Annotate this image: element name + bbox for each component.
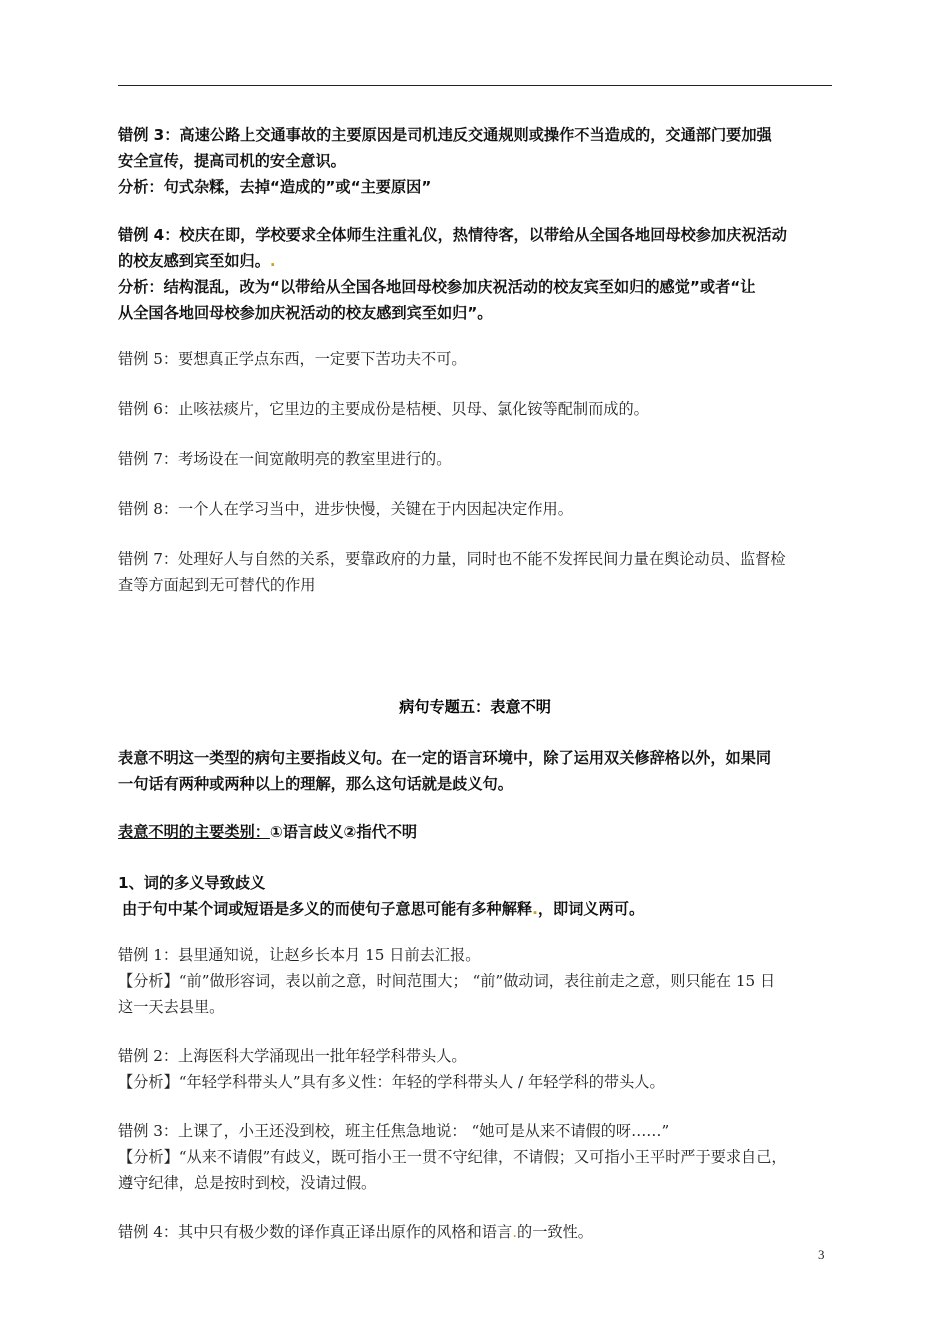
error-example-5: 错例 5：要想真正学点东西，一定要下苦功夫不可。: [118, 350, 467, 368]
section-title: 病句专题五：表意不明: [399, 698, 551, 716]
example-text: 错例 3：上课了，小王还没到校，班主任焦急地说： “她可是从来不请假的呀……”: [118, 1122, 670, 1140]
example-text: 错例 7：处理好人与自然的关系，要靠政府的力量，同时也不能不发挥民间力量在舆论动员、监督检: [118, 550, 786, 568]
example-text-part: 的一致性。: [517, 1223, 593, 1241]
analysis-text: 【分析】“年轻学科带头人”具有多义性：年轻的学科带头人 / 年轻学科的带头人。: [118, 1073, 665, 1091]
error-example-6: 错例 6：止咳祛痰片，它里边的主要成份是桔梗、贝母、氯化铵等配制而成的。: [118, 400, 649, 418]
example-4-block: [118, 1219, 836, 1245]
example-text: 错例 4：校庆在即，学校要求全体师生注重礼仪，热情待客，以带给从全国各地回母校参加庆祝活动: [118, 226, 787, 244]
page-number: 3: [818, 1247, 825, 1262]
marker-dot: .: [269, 252, 276, 270]
example-text: [118, 1219, 836, 1245]
example-1-block: [118, 942, 836, 1020]
example-text: [118, 248, 836, 274]
analysis-text: 分析：句式杂糅，去掉“造成的”或“主要原因”: [118, 178, 432, 196]
description-part: 由于句中某个词或短语是多义的而使句子意思可能有多种解释: [122, 900, 533, 918]
categories-items: ①语言歧义②指代不明: [269, 823, 418, 841]
intro-text: 表意不明这一类型的病句主要指歧义句。在一定的语言环境中，除了运用双关修辞格以外，如果同: [118, 749, 772, 767]
analysis-text: 分析：结构混乱，改为“以带给从全国各地回母校参加庆祝活动的校友宾至如归的感觉”或者“让: [118, 278, 756, 296]
analysis-text: 遵守纪律，总是按时到校，没请过假。: [118, 1174, 377, 1192]
analysis-text: 这一天去县里。: [118, 998, 225, 1016]
error-example-3: [118, 122, 836, 200]
example-text-part: 的校友感到宾至如归。: [118, 252, 270, 270]
example-text: 安全宣传，提高司机的安全意识。: [118, 152, 346, 170]
example-3-block: [118, 1118, 836, 1196]
subsection-1: [118, 870, 836, 922]
subsection-description: [118, 896, 836, 922]
categories-label: 表意不明的主要类别：: [118, 823, 270, 841]
header-rule: [118, 85, 832, 86]
example-2-block: [118, 1043, 836, 1095]
intro-text: 一句话有两种或两种以上的理解，那么这句话就是歧义句。: [118, 775, 513, 793]
marker-dot: .: [532, 900, 538, 918]
example-text: 错例 3：高速公路上交通事故的主要原因是司机违反交通规则或操作不当造成的，交通部门要加强: [118, 126, 772, 144]
subsection-title: 1、词的多义导致歧义: [118, 874, 266, 892]
error-example-9: [118, 546, 836, 598]
example-text-part: 错例 4：其中只有极少数的译作真正译出原作的风格和语言: [118, 1223, 513, 1241]
example-text: 错例 2：上海医科大学涌现出一批年轻学科带头人。: [118, 1047, 467, 1065]
example-text: 查等方面起到无可替代的作用: [118, 576, 316, 594]
section-intro: [118, 745, 836, 797]
error-example-7: 错例 7：考场设在一间宽敞明亮的教室里进行的。: [118, 450, 452, 468]
marker-dot: .: [512, 1223, 518, 1241]
analysis-text: 【分析】“前”做形容词，表以前之意，时间范围大； “前”做动词，表往前走之意，则只能在 15 日: [118, 972, 776, 990]
error-example-4: [118, 222, 836, 326]
example-text: 错例 1：县里通知说，让赵乡长本月 15 日前去汇报。: [118, 946, 481, 964]
analysis-text: 从全国各地回母校参加庆祝活动的校友感到宾至如归”。: [118, 304, 493, 322]
error-example-8: 错例 8：一个人在学习当中，进步快慢，关键在于内因起决定作用。: [118, 500, 573, 518]
analysis-text: 【分析】“从来不请假”有歧义，既可指小王一贯不守纪律，不请假；又可指小王平时严于要求自己，: [118, 1148, 787, 1166]
description-part: ，即词义两可。: [537, 900, 645, 918]
categories-line: [118, 819, 836, 845]
